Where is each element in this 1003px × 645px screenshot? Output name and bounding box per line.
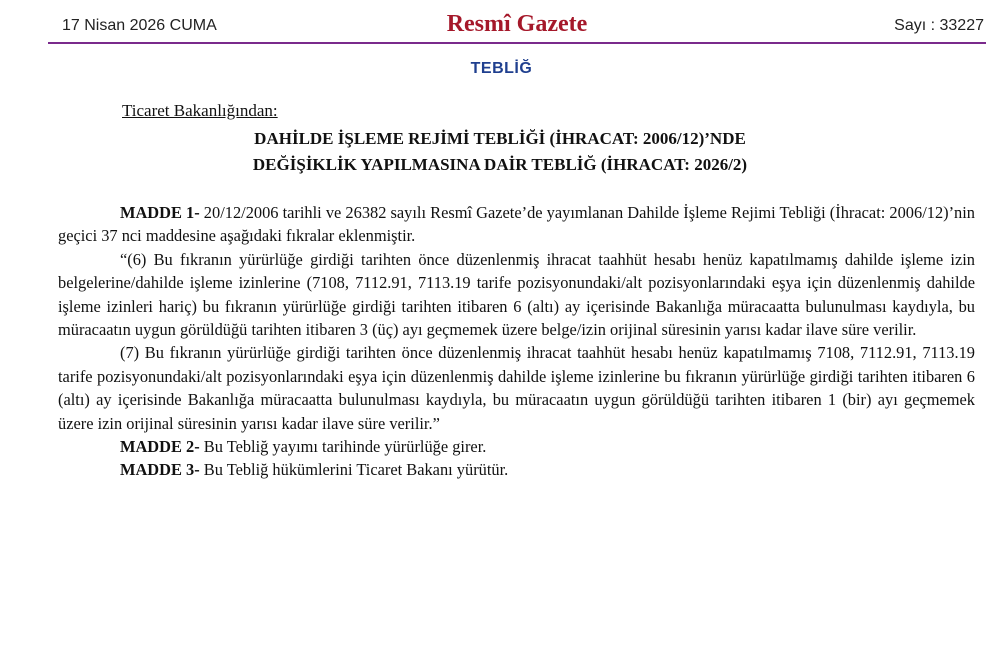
article-3-text: Bu Tebliğ hükümlerini Ticaret Bakanı yürütür.: [199, 460, 509, 480]
article-2-label: MADDE 2-: [120, 437, 200, 457]
publication-date: 17 Nisan 2026 CUMA: [62, 17, 217, 34]
article-1-text: 20/12/2006 tarihli ve 26382 sayılı Resmî Gazete’de yayımlanan Dahilde İşleme Rejimi Tebliği (İhracat: 2006/12)’nin geçici 37 nci maddesine aşağıdaki fıkralar eklenmiştir.: [58, 203, 975, 246]
article-3-label: MADDE 3-: [120, 460, 200, 480]
gazette-header: [48, 8, 986, 44]
document-title-line-2: DEĞİŞİKLİK YAPILMASINA DAİR TEBLİĞ (İHRACAT: 2026/2): [252, 155, 748, 174]
paragraph-7: (7) Bu fıkranın yürürlüğe girdiği tarihten önce düzenlenmiş ihracat taahhüt hesabı henüz kapatılmamış 7108, 7112.91, 7113.19 tarife pozisyonundaki/alt pozisyonlarındaki eşya için düzenlenmiş dahilde işleme izinlerine bu fıkranın yürürlüğe girdiği tarihten itibaren 6 (altı) ay içerisinde Bakanlığa müracaatta bulunulması kaydıyla, bu müracaatın uygun görüldüğü tarihten itibaren 1 (bir) ayı geçmemek üzere izin orijinal süresinin yarısı kadar ilave süre verilir.”: [58, 343, 975, 433]
issuing-authority: Ticaret Bakanlığından:: [122, 101, 278, 120]
article-3: [120, 458, 975, 481]
article-2-text: Bu Tebliğ yayımı tarihinde yürürlüğe girer.: [199, 437, 487, 457]
header-divider: [48, 42, 986, 44]
article-1-label: MADDE 1-: [120, 203, 200, 222]
article-1: [58, 201, 975, 248]
section-heading: TEBLİĞ: [470, 60, 533, 77]
document-title-line-1: DAHİLDE İŞLEME REJİMİ TEBLİĞİ (İHRACAT: 2006/12)’NDE: [254, 129, 746, 148]
paragraph-6: “(6) Bu fıkranın yürürlüğe girdiği tarihten önce düzenlenmiş ihracat taahhüt hesabı henüz kapatılmamış dahilde işleme izin belgelerine/dahilde işleme izinlerine (7108, 7112.91, 7113.19 tarife pozisyonundaki/alt pozisyonlarındaki eşya için düzenlenmiş dahilde işleme izinleri hariç) bu fıkranın yürürlüğe girdiği tarihten itibaren 6 (altı) ay içerisinde Bakanlığa müracaatta bulunulması kaydıyla, bu müracaatın uygun görüldüğü tarihten itibaren 3 (üç) ayı geçmemek üzere belge/izin orijinal süresinin yarısı kadar ilave süre verilir.: [58, 249, 975, 340]
document-body: [58, 201, 975, 482]
issue-number: Sayı : 33227: [894, 17, 984, 34]
gazette-title: Resmî Gazete: [446, 11, 588, 37]
article-2: [120, 435, 975, 458]
